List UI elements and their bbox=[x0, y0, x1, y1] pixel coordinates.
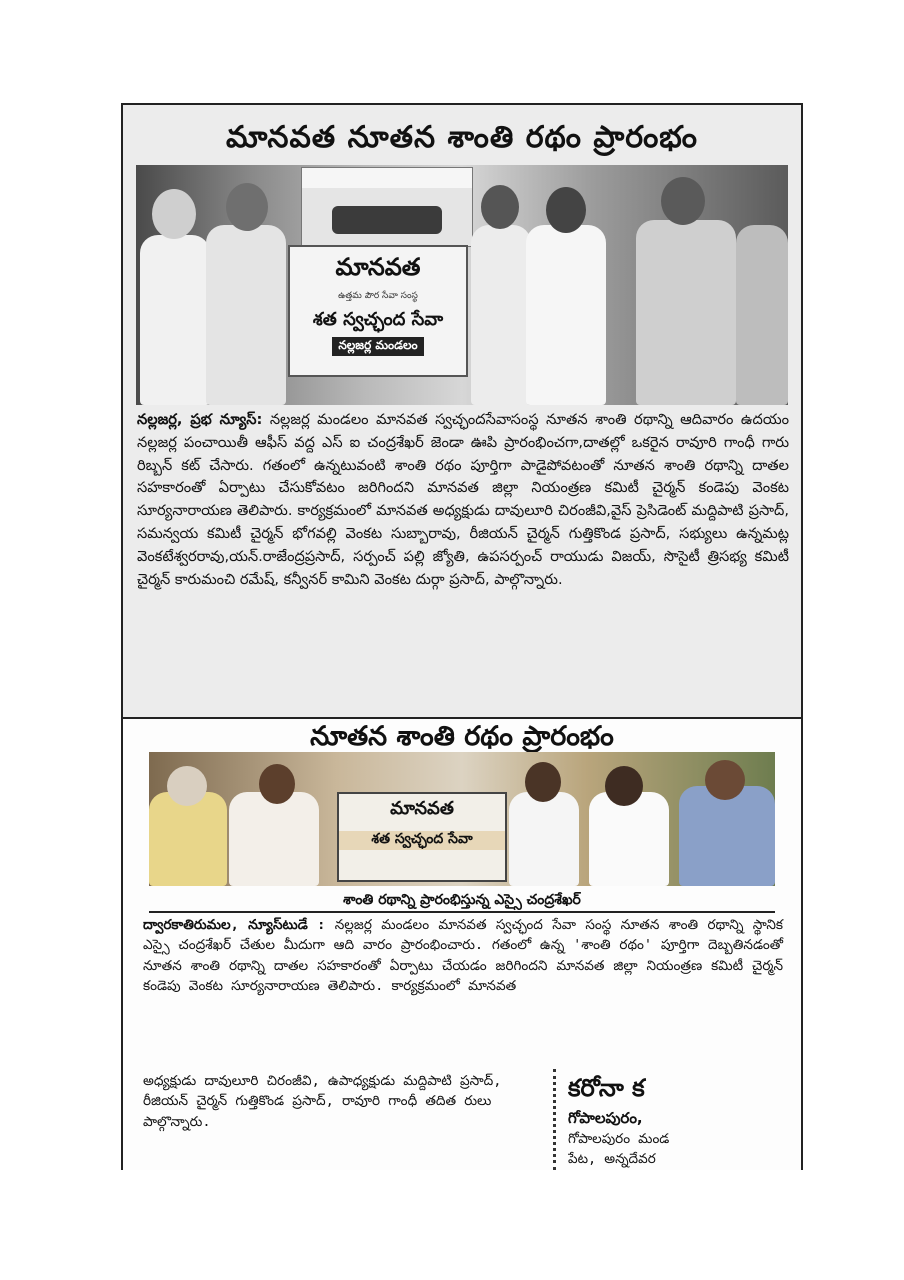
banner-2-title: మానవత bbox=[390, 798, 454, 819]
fragment-line-2: పేట, అన్నదేవర bbox=[568, 1151, 656, 1167]
adjacent-article-fragment bbox=[553, 1069, 801, 1170]
banner-title: మానవత bbox=[335, 253, 421, 281]
article-1-text: నల్లజర్ల మండలం మానవత స్వచ్ఛందసేవాసంస్థ నూతన శాంతి రథాన్ని ఆదివారం ఉదయం నల్లజర్ల పంచాయితీ ఆఫీస్ వద్ద ఎస్ ఐ చంద్రశేఖర్ జెండా ఊపి ప్రారంభించగా,దాతల్లో ఒకరైన రావూరి గాంధీ గారు రిబ్బన్ కట్ చేసారు. గతంలో ఉన్నటువంటి శాంతి రథం పూర్తిగా పాడైపోవటంతో నూతన శాంతి రథాన్ని దాతల సహకారంతో ఏర్పాటు చేసుకోవటం జరిగిందని మానవత జిల్లా నియంత్రణ కమిటీ చైర్మన్ కండెపు వెంకట సూర్యనారాయణ తెలిపారు. కార్యక్రమంలో మానవత అధ్యక్షుడు దావులూరి చిరంజీవి,వైస్ ప్రెసిడెంట్ మద్దిపాటి ప్రసాద్, సమన్వయ కమిటీ చైర్మన్ భోగవల్లి వెంకట సుబ్బారావు, రీజియన్ చైర్మన్ గుత్తికొండ ప్రసాద్, సభ్యులు ఉన్నమట్ల వెంకటేశ్వరరావు,యన్.రాజేంద్రప్రసాద్, సర్పంచ్ పల్లి జ్యోతి, ఉపసర్పంచ్ రాయుడు విజయ్, సొసైటీ త్రిసభ్య కమిటీ చైర్మన్ కారుమంచి రమేష్, కన్వీనర్ కామిని వెంకట దుర్గా ప్రసాద్, పాల్గొన్నారు. bbox=[137, 411, 789, 588]
banner-footer: నల్లజర్ల మండలం bbox=[332, 337, 423, 356]
article-2-body-tail: అధ్యక్షుడు దావులూరి చిరంజీవి, ఉపాధ్యక్షుడు మద్దిపాటి ప్రసాద్, రీజియన్ చైర్మన్ గుత్తికొండ ప్రసాద్, రావూరి గాంధీ తదిత రులు పాల్గొన్నారు. bbox=[143, 1073, 502, 1130]
fragment-dateline: గోపాలపురం, bbox=[568, 1109, 643, 1127]
article-2-banner bbox=[337, 792, 507, 882]
fragment-headline: కరోనా క bbox=[568, 1074, 645, 1102]
article-1-dateline: నల్లజర్ల, ప్రభ న్యూస్: bbox=[137, 411, 263, 428]
article-2-photo-caption: శాంతి రథాన్ని ప్రారంభిస్తున్న ఎస్సై చంద్రశేఖర్ bbox=[149, 889, 775, 913]
article-2-headline: నూతన శాంతి రథం ప్రారంభం bbox=[310, 721, 614, 752]
article-1-photo bbox=[136, 165, 788, 405]
article-1 bbox=[123, 105, 801, 719]
article-2-photo bbox=[149, 752, 775, 886]
newspaper-clipping bbox=[121, 103, 803, 1170]
article-2-text: నల్లజర్ల మండలం మానవత స్వచ్ఛంద సేవా సంస్థ నూతన శాంతి రథాన్ని స్థానిక ఎస్సై చంద్రశేఖర్ చేతుల మీదుగా ఆది వారం ప్రారంభించారు. గతంలో ఉన్న 'శాంతి రథం' పూర్తిగా దెబ్బతినడంతో నూతన శాంతి రథాన్ని దాతల సహకారంతో ఏర్పాటు చేయడం జరిగిందని మానవత జిల్లా నియంత్రణ కమిటీ చైర్మన్ కండెపు వెంకట సూర్యనారాయణ తెలిపారు. కార్యక్రమంలో మానవత bbox=[143, 917, 784, 995]
article-2-body bbox=[143, 915, 783, 997]
van-window bbox=[332, 206, 442, 234]
van-roof bbox=[301, 167, 473, 247]
article-1-headline: మానవత నూతన శాంతి రథం ప్రారంభం bbox=[225, 120, 699, 155]
article-1-banner bbox=[288, 245, 468, 377]
fragment-line-1: గోపాలపురం మండ bbox=[568, 1131, 670, 1147]
banner-subtitle: ఉత్తమ పౌర సేవా సంస్థ bbox=[338, 291, 418, 301]
article-2 bbox=[123, 719, 801, 1170]
banner-2-main-text: శత స్వచ్ఛంద సేవా bbox=[339, 831, 505, 850]
banner-main-text: శత స్వచ్ఛంద సేవా bbox=[312, 309, 444, 330]
van-sign bbox=[302, 168, 472, 188]
article-1-body bbox=[137, 409, 789, 591]
article-2-dateline: ద్వారకాతిరుమల, న్యూస్‌టుడే : bbox=[143, 917, 326, 933]
